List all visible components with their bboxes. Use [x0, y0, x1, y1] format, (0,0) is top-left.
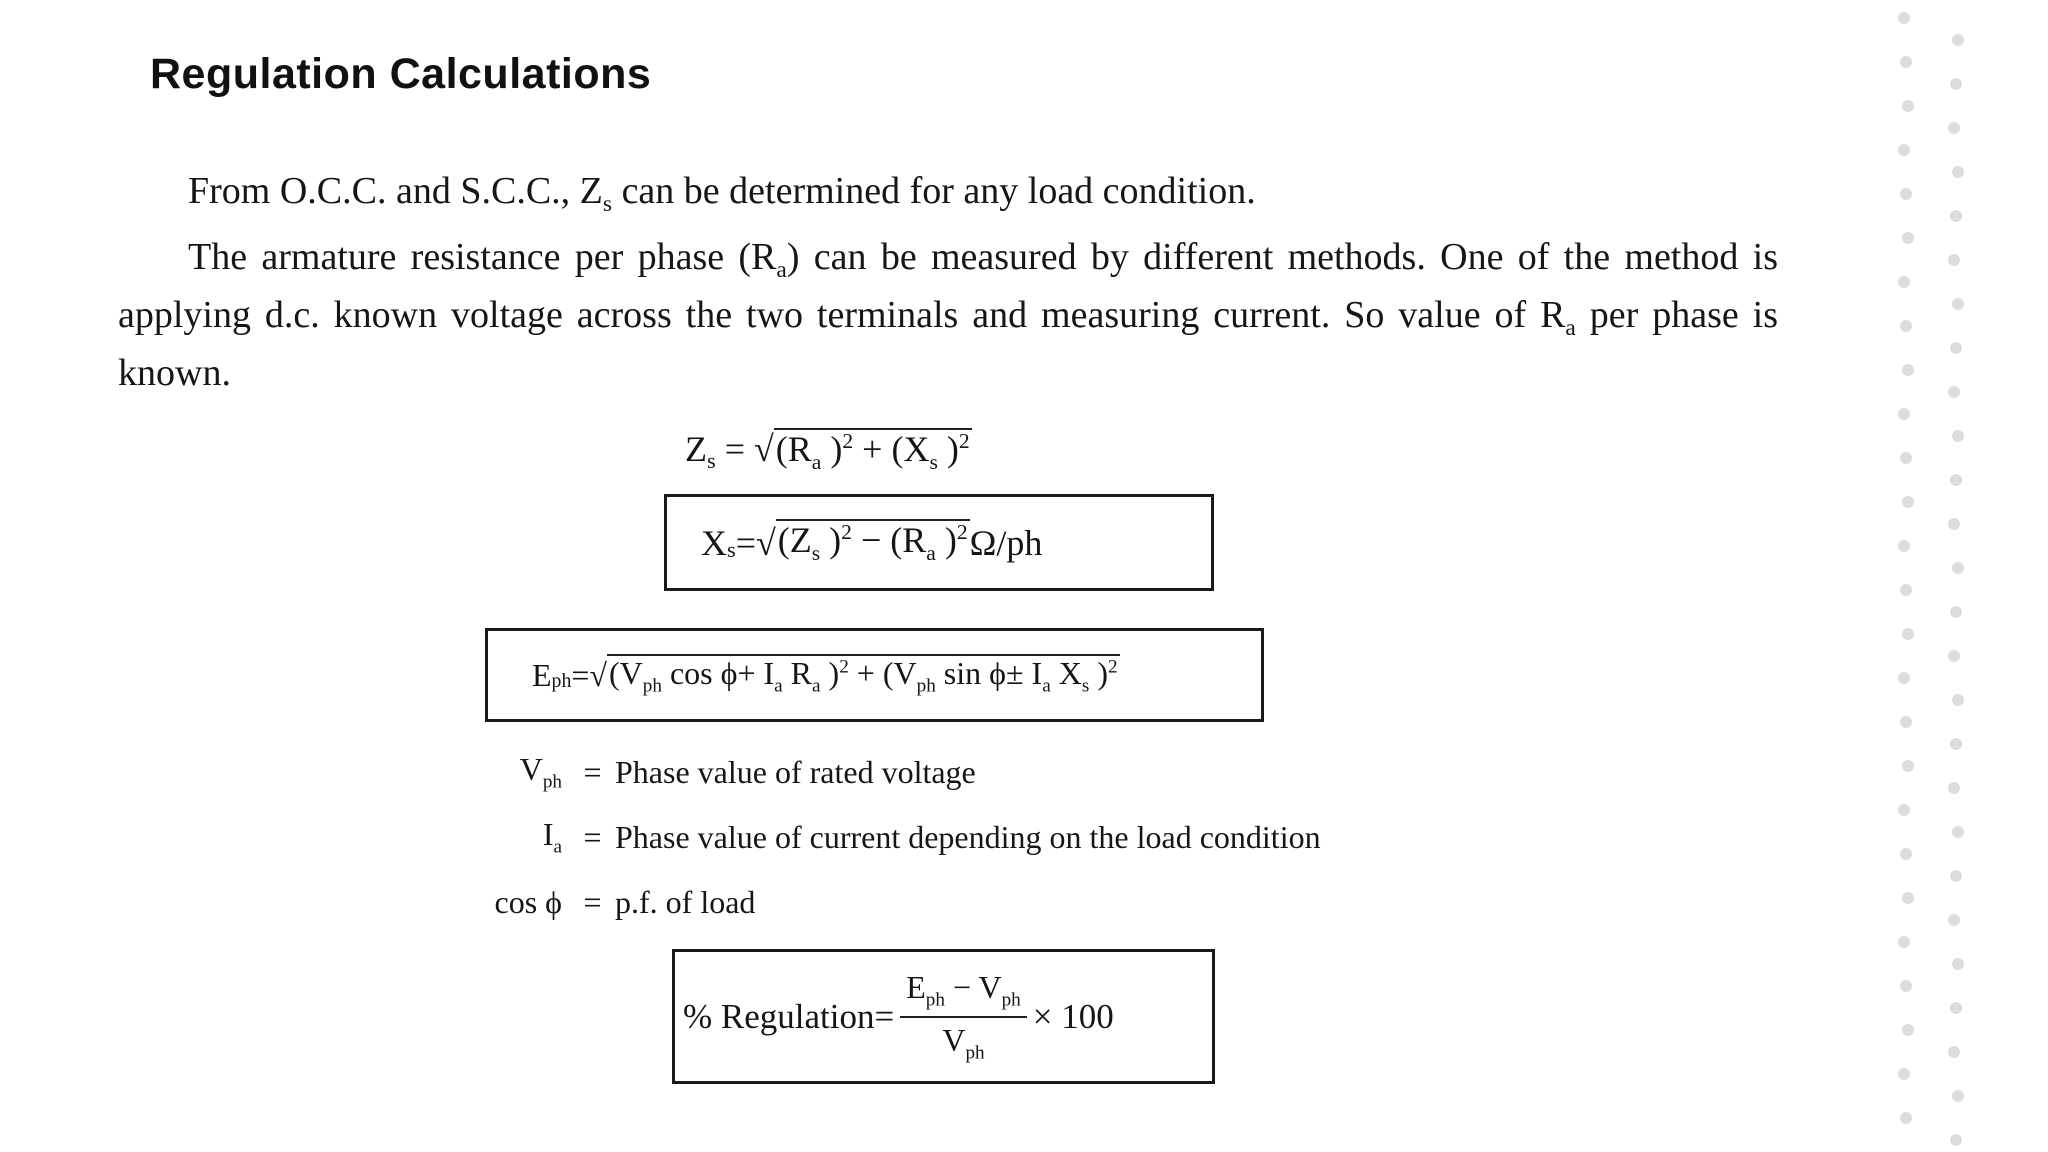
decorative-dot	[1898, 804, 1910, 816]
decorative-dot	[1948, 782, 1960, 794]
decorative-dot	[1952, 298, 1964, 310]
section-heading: Regulation Calculations	[150, 50, 652, 98]
sqrt-sign: √	[589, 656, 607, 693]
decorative-dot	[1900, 452, 1912, 464]
decorative-dot	[1898, 672, 1910, 684]
decorative-dot	[1900, 320, 1912, 332]
definition-equals: =	[583, 819, 602, 855]
radicand: ($V_{ph}$ $\cos \phi+ I_a$ $R_a$ )$^2 + (V_{ph}$ $\sin \phi\pm I_a$ $X_s$ )$^2$	[608, 654, 1118, 697]
text-segment: ) can be measured by different methods. One of the method is applying d.c. known voltage across the two terminals and measuring current. So value of R	[118, 236, 1778, 336]
equals-sign: =	[874, 996, 895, 1036]
equation-regulation-box	[672, 949, 1215, 1084]
decorative-dot	[1950, 1002, 1962, 1014]
definition-text: Phase value of current depending on the load condition	[615, 819, 1321, 855]
definition-symbol: $I_a$	[542, 816, 562, 858]
definition-row	[470, 870, 1570, 935]
sqrt-sign: √	[754, 429, 774, 469]
equation-lhs: % Regulation	[683, 996, 875, 1036]
decorative-dot	[1900, 584, 1912, 596]
decorative-dot	[1950, 1134, 1962, 1146]
definition-symbol: cos ϕ	[494, 884, 562, 920]
equation-zs	[685, 428, 972, 475]
decorative-dot	[1902, 892, 1914, 904]
subscript: a	[776, 256, 787, 283]
decorative-dot	[1950, 210, 1962, 222]
decorative-dot	[1952, 166, 1964, 178]
decorative-dot	[1898, 408, 1910, 420]
definition-symbol: $V_{ph}$	[519, 751, 562, 793]
decorative-dot	[1948, 914, 1960, 926]
decorative-dot	[1898, 144, 1910, 156]
decorative-dot	[1898, 276, 1910, 288]
definition-text: Phase value of rated voltage	[615, 754, 976, 790]
decorative-dot	[1952, 826, 1964, 838]
decorative-dot	[1898, 1068, 1910, 1080]
decorative-dot	[1950, 78, 1962, 90]
decorative-dot	[1952, 34, 1964, 46]
decorative-dot	[1900, 848, 1912, 860]
equation-lhs: E	[532, 656, 552, 693]
multiplier: × 100	[1032, 996, 1114, 1036]
decorative-dot	[1900, 716, 1912, 728]
equals-sign: =	[735, 522, 756, 563]
definition-row	[470, 740, 1570, 805]
decorative-dot	[1898, 936, 1910, 948]
paragraph-armature-resistance	[118, 231, 1778, 400]
text-segment: The armature resistance per phase (R	[188, 236, 777, 278]
subscript: s	[707, 448, 716, 474]
fraction-numerator: $E_{ph} - V_{ph}$	[900, 969, 1027, 1017]
decorative-dot	[1950, 738, 1962, 750]
decorative-dot	[1902, 760, 1914, 772]
decorative-dot	[1948, 650, 1960, 662]
definition-equals: =	[583, 754, 602, 790]
decorative-dot	[1898, 540, 1910, 552]
equals-sign: =	[571, 656, 590, 693]
paragraph-zs-intro	[118, 165, 1778, 223]
decorative-dot	[1902, 100, 1914, 112]
decorative-dot	[1900, 56, 1912, 68]
text-segment: can be determined for any load condition.	[612, 170, 1256, 212]
text-segment: From O.C.C. and S.C.C., Z	[188, 170, 603, 212]
equals-sign: =	[715, 429, 754, 469]
decorative-dot	[1952, 694, 1964, 706]
decorative-dot	[1950, 606, 1962, 618]
text-segment: per phase is known.	[118, 294, 1779, 394]
decorative-dot-border	[1860, 0, 2010, 1152]
equation-lhs: Z	[685, 429, 707, 469]
decorative-dot	[1900, 980, 1912, 992]
radicand: ($R_a$ )$^2 + (X_s$ )$^2$	[775, 429, 970, 475]
equation-xs-box	[664, 494, 1214, 591]
decorative-dot	[1948, 254, 1960, 266]
decorative-dot	[1948, 122, 1960, 134]
decorative-dot	[1948, 1046, 1960, 1058]
decorative-dot	[1900, 1112, 1912, 1124]
equation-lhs: X	[701, 522, 727, 563]
sqrt-sign: √	[756, 522, 776, 563]
subscript: a	[1565, 314, 1576, 341]
radicand: ($Z_s$ )$^2 - (R_a$ )$^2$	[777, 520, 968, 566]
unit-label: Ω/ph	[969, 522, 1043, 563]
decorative-dot	[1900, 188, 1912, 200]
decorative-dot	[1952, 1090, 1964, 1102]
decorative-dot	[1948, 518, 1960, 530]
equation-eph-box	[485, 628, 1264, 722]
definitions-list	[470, 740, 1570, 935]
definition-equals: =	[583, 884, 602, 920]
decorative-dot	[1950, 870, 1962, 882]
fraction-denominator: $V_{ph}$	[942, 1021, 985, 1063]
decorative-dot	[1952, 562, 1964, 574]
decorative-dot	[1950, 342, 1962, 354]
definition-text: p.f. of load	[615, 884, 756, 920]
decorative-dot	[1902, 496, 1914, 508]
decorative-dot	[1950, 474, 1962, 486]
decorative-dot	[1948, 386, 1960, 398]
decorative-dot	[1952, 430, 1964, 442]
decorative-dot	[1902, 1024, 1914, 1036]
subscript: s	[602, 190, 613, 217]
decorative-dot	[1902, 232, 1914, 244]
decorative-dot	[1902, 364, 1914, 376]
fraction	[900, 969, 1027, 1064]
decorative-dot	[1898, 12, 1910, 24]
decorative-dot	[1952, 958, 1964, 970]
decorative-dot	[1902, 628, 1914, 640]
definition-row	[470, 805, 1570, 870]
subscript: s	[727, 536, 736, 562]
subscript: ph	[551, 670, 572, 693]
